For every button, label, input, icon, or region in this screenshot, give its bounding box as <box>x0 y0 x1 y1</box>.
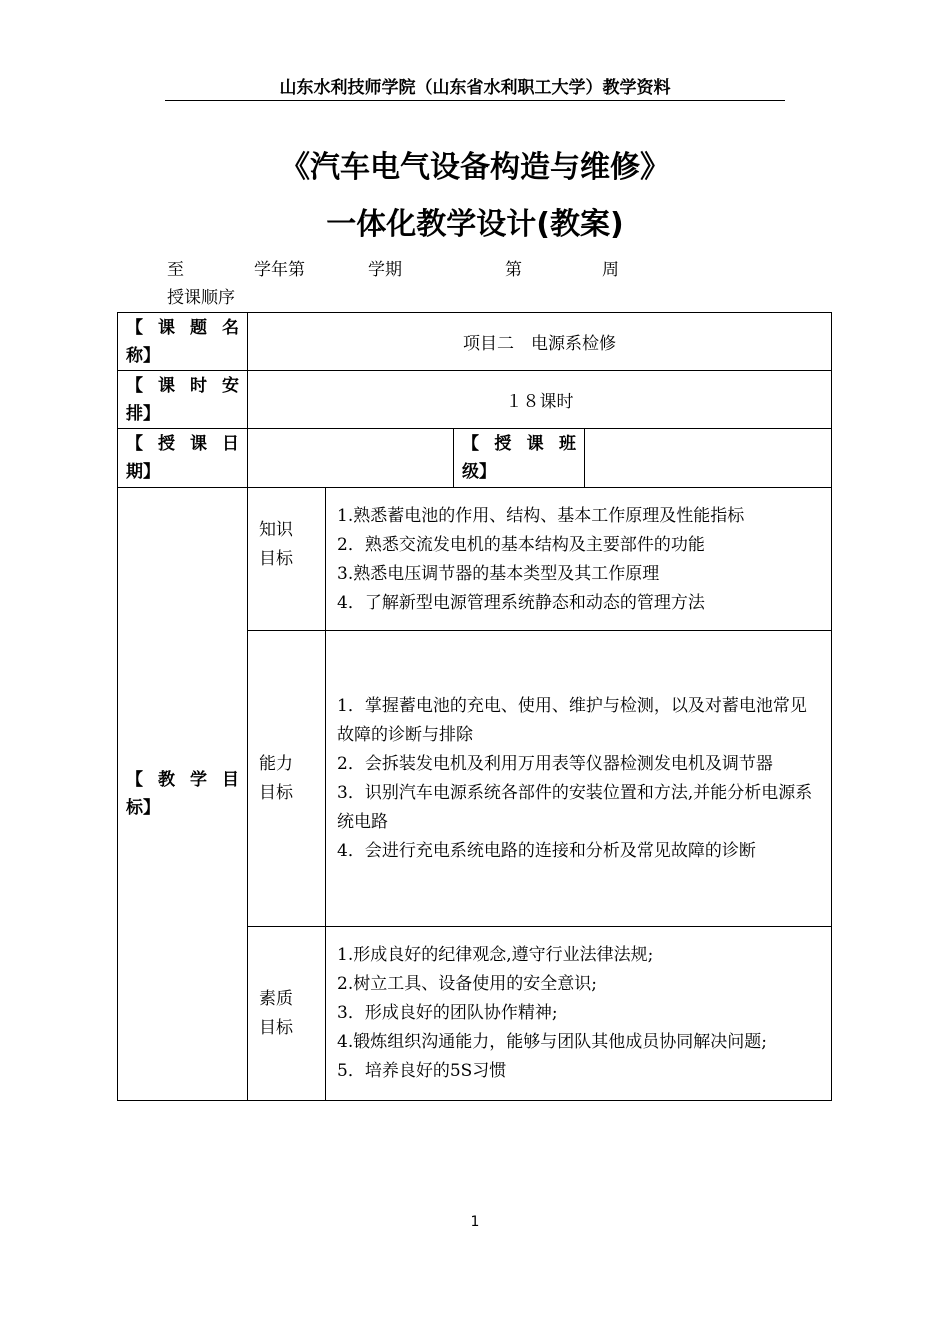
class-label: 【 授 课 班 级】 <box>454 429 585 488</box>
list-item: 1.熟悉蓄电池的作用、结构、基本工作原理及性能指标 <box>337 506 745 526</box>
page-number: 1 <box>470 1214 480 1230</box>
meta-semester: 学期 <box>368 260 402 280</box>
quality-goals-label: 素质 目标 <box>248 927 326 1101</box>
list-item: 3．识别汽车电源系统各部件的安装位置和方法,并能分析电源系统电路 <box>337 782 813 832</box>
class-value <box>585 429 832 488</box>
meta-school-year: 学年第 <box>254 260 305 280</box>
lesson-plan-table <box>117 312 832 1101</box>
course-title: 《汽车电气设备构造与维修》 <box>280 150 670 185</box>
quality-goals-list <box>326 927 832 1101</box>
knowledge-goals-list <box>326 488 832 631</box>
hours-value: １８课时 <box>248 371 832 429</box>
list-item: 5．培养良好的5S习惯 <box>337 1061 507 1081</box>
list-item: 3．形成良好的团队协作精神; <box>337 1003 558 1023</box>
meta-lesson-order: 授课顺序 <box>167 288 235 308</box>
meta-number: 第 <box>505 260 522 280</box>
meta-to: 至 <box>167 260 184 280</box>
date-value <box>248 429 454 488</box>
list-item: 2．会拆装发电机及利用万用表等仪器检测发电机及调节器 <box>337 753 773 774</box>
list-item: 3.熟悉电压调节器的基本类型及其工作原理 <box>337 564 660 584</box>
meta-week: 周 <box>602 260 619 280</box>
date-label: 【 授 课 日 期】 <box>118 429 248 488</box>
list-item: 2．熟悉交流发电机的基本结构及主要部件的功能 <box>337 535 705 555</box>
list-item: 4.锻炼组织沟通能力，能够与团队其他成员协同解决问题; <box>337 1032 767 1052</box>
goals-label: 【 教 学 目 标】 <box>118 488 248 1101</box>
hours-label: 【 课 时 安 排】 <box>118 371 248 429</box>
knowledge-goals-label: 知识 目标 <box>248 488 326 631</box>
list-item: 2.树立工具、设备使用的安全意识; <box>337 974 597 994</box>
list-item: 4．会进行充电系统电路的连接和分析及常见故障的诊断 <box>337 840 756 861</box>
list-item: 1.形成良好的纪律观念,遵守行业法律法规; <box>337 945 654 965</box>
ability-goals-label: 能力 目标 <box>248 631 326 927</box>
topic-value: 项目二 电源系检修 <box>248 313 832 371</box>
document-subtitle: 一体化教学设计(教案) <box>326 207 624 242</box>
list-item: 1．掌握蓄电池的充电、使用、维护与检测，以及对蓄电池常见故障的诊断与排除 <box>337 695 807 745</box>
document-header: 山东水利技师学院（山东省水利职工大学）教学资料 <box>279 78 671 98</box>
topic-label: 【 课 题 名 称】 <box>118 313 248 371</box>
ability-goals-list <box>326 631 832 927</box>
list-item: 4．了解新型电源管理系统静态和动态的管理方法 <box>337 593 705 613</box>
header-rule <box>165 100 785 101</box>
